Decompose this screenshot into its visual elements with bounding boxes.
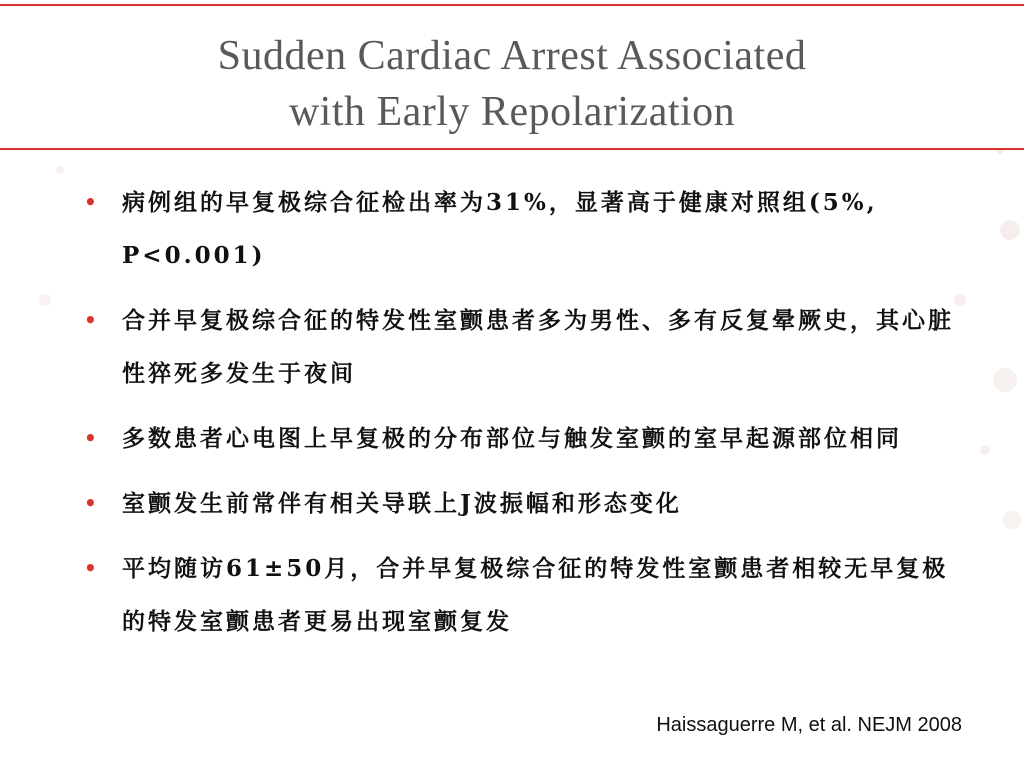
bullet-item — [84, 477, 964, 530]
citation: Haissaguerre M, et al. NEJM 2008 — [656, 714, 962, 736]
bullet-icon: • — [84, 308, 100, 332]
bullet-item — [84, 412, 964, 465]
bullet-list — [84, 176, 964, 660]
bullet-text: 合并早复极综合征的特发性室颤患者多为男性、多有反复晕厥史，其心脏性猝死多发生于夜间 — [122, 307, 954, 387]
bullet-text: 多数患者心电图上早复极的分布部位与触发室颤的室早起源部位相同 — [122, 425, 902, 452]
bullet-item — [84, 294, 964, 400]
bullet-text: 病例组的早复极综合征检出率为31%，显著高于健康对照组(5%, P<0.001) — [122, 189, 878, 269]
bullet-item — [84, 542, 964, 648]
bullet-icon: • — [84, 556, 100, 580]
bullet-icon: • — [84, 190, 100, 214]
bullet-icon: • — [84, 426, 100, 450]
bullet-icon: • — [84, 491, 100, 515]
title-underline — [0, 148, 1024, 150]
title-line-1: Sudden Cardiac Arrest Associated — [217, 33, 807, 79]
bullet-item — [84, 176, 964, 282]
slide-title — [0, 28, 1024, 140]
title-line-2: with Early Repolarization — [288, 89, 736, 135]
bullet-text: 平均随访61±50月，合并早复极综合征的特发性室颤患者相较无早复极的特发室颤患者更易出现室颤复发 — [122, 555, 949, 635]
bullet-text: 室颤发生前常伴有相关导联上J波振幅和形态变化 — [122, 490, 682, 517]
